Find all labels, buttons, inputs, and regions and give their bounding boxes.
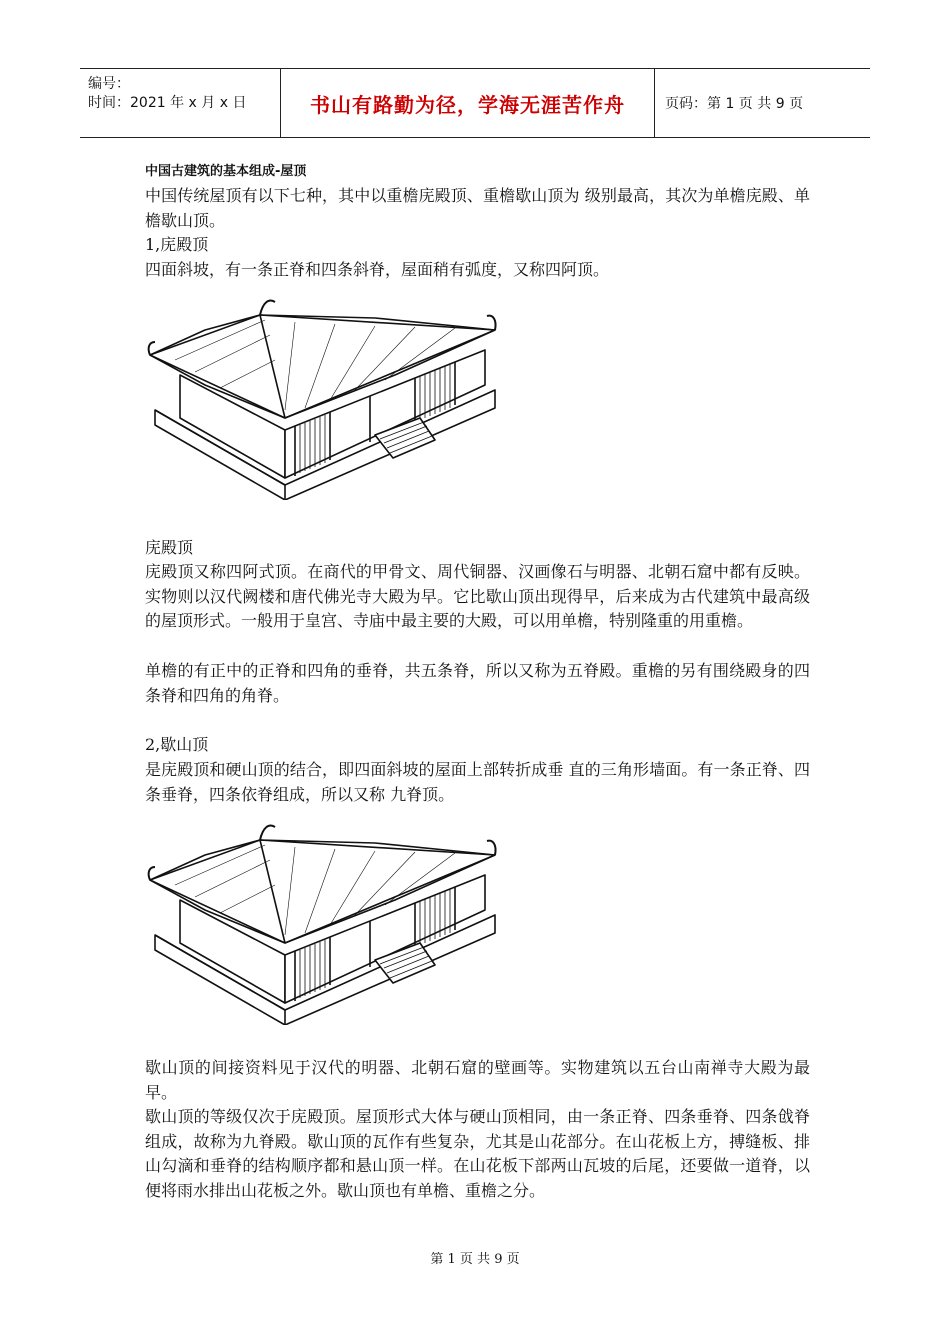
section2-para2: 歇山顶的等级仅次于庑殿顶。屋顶形式大体与硬山顶相同，由一条正脊、四条垂脊、四条戗脊组成，故称为九脊殿。歇山顶的瓦作有些复杂，尤其是山花部分。在山花板上方，搏缝板、排山勾滴和垂脊的结构顺序都和悬山顶一样。在山花板下部两山瓦坡的后尾，还要做一道脊，以便将雨水排出山花板之外。歇山顶也有单檐、重檐之分。 bbox=[145, 1107, 810, 1200]
section1-para1: 庑殿顶又称四阿式顶。在商代的甲骨文、周代铜器、汉画像石与明器、北朝石窟中都有反映。实物则以汉代阙楼和唐代佛光寺大殿为早。它比歇山顶出现得早，后来成为古代建筑中最高级的屋顶形式。一般用于皇宫、寺庙中最主要的大殿，可以用单檐，特别隆重的用重檐。 bbox=[145, 562, 810, 630]
section2-para1: 歇山顶的间接资料见于汉代的明器、北朝石窟的壁画等。实物建筑以五台山南禅寺大殿为最早。 bbox=[145, 1058, 810, 1102]
page-footer: 第 1 页 共 9 页 bbox=[430, 1252, 520, 1267]
section1-caption: 庑殿顶 bbox=[145, 538, 194, 557]
section1-para2: 单檐的有正中的正脊和四角的垂脊，共五条脊，所以又称为五脊殿。重檐的另有围绕殿身的四条脊和四角的角脊。 bbox=[145, 661, 810, 705]
header-page-cell bbox=[655, 69, 870, 137]
header-motto-cell bbox=[280, 69, 655, 137]
page-code: 页码：第 1 页 共 9 页 bbox=[665, 96, 804, 112]
doc-title: 中国古建筑的基本组成-屋顶 bbox=[145, 164, 307, 179]
header-table bbox=[80, 68, 870, 138]
header-meta bbox=[80, 69, 280, 137]
number-label: 编号： bbox=[88, 76, 130, 92]
motto: 书山有路勤为径，学海无涯苦作舟 bbox=[310, 92, 625, 117]
intro-paragraph: 中国传统屋顶有以下七种，其中以重檐庑殿顶、重檐歇山顶为 级别最高，其次为单檐庑殿、单檐歇山顶。 bbox=[145, 186, 810, 230]
gable-hip-roof-illustration bbox=[145, 815, 500, 1025]
section2-heading: 2,歇山顶 bbox=[145, 735, 209, 754]
section1-desc: 四面斜坡，有一条正脊和四条斜脊，屋面稍有弧度，又称四阿顶。 bbox=[145, 260, 610, 279]
section1-heading: 1,庑殿顶 bbox=[145, 235, 209, 254]
section2-desc: 是庑殿顶和硬山顶的结合，即四面斜坡的屋面上部转折成垂 直的三角形墙面。有一条正脊、四条垂脊，四条依脊组成，所以又称 九脊顶。 bbox=[145, 760, 810, 804]
time-label: 时间：2021 年 x 月 x 日 bbox=[88, 95, 247, 111]
hip-roof-illustration bbox=[145, 290, 500, 500]
